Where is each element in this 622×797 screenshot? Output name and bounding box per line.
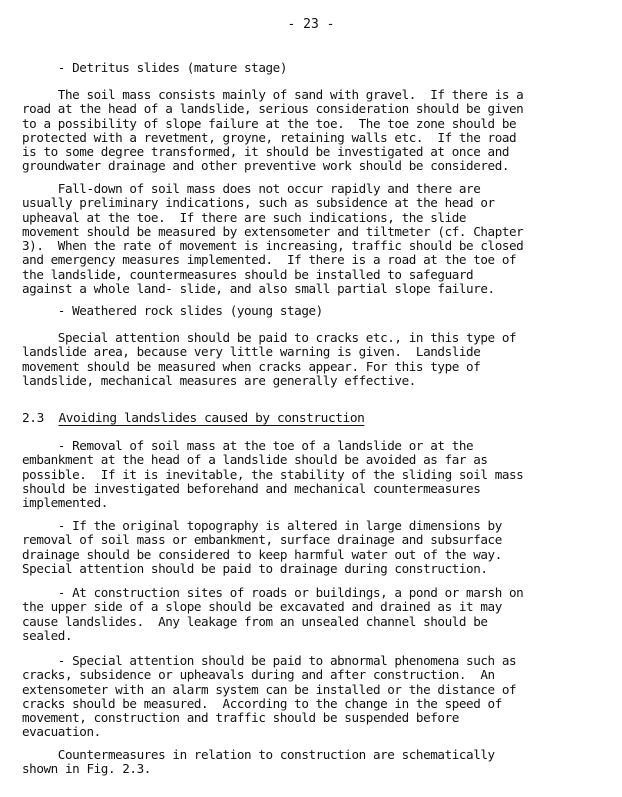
text-line: Fall-down of soil mass does not occur rapidly and there are xyxy=(22,181,481,196)
paragraph-removal-of-soil xyxy=(22,439,607,510)
text-line: cause landslides. Any leakage from an unsealed channel should be xyxy=(22,613,488,629)
paragraph-detritus-description xyxy=(22,88,607,174)
text-line: upheaval at the toe. If there are such indications, the slide xyxy=(22,209,467,225)
text-line: road at the head of a landslide, serious consideration should be given xyxy=(22,101,524,117)
text-line: against a whole land- slide, and also small partial slope failure. xyxy=(22,281,495,297)
text-line: cracks should be measured. According to the change in the speed of xyxy=(22,695,502,711)
text-line: the upper side of a slope should be excavated and drained as it may xyxy=(22,599,502,615)
section-number: 2.3 xyxy=(22,411,44,426)
text-line: - Detritus slides (mature stage) xyxy=(22,60,287,75)
subheading-weathered-rock-slides xyxy=(22,304,607,318)
section-heading xyxy=(22,412,364,426)
text-line: possible. If it is inevitable, the stability of the sliding soil mass xyxy=(22,466,524,482)
text-line: is to some degree transformed, it should be investigated at once and xyxy=(22,144,510,160)
text-line: the landslide, countermeasures should be installed to safeguard xyxy=(22,266,474,282)
text-line: should be investigated beforehand and mechanical countermeasures xyxy=(22,480,481,496)
text-line: sealed. xyxy=(22,627,73,643)
text-line: shown in Fig. 2.3. xyxy=(22,761,151,777)
text-line: movement should be measured by extensometer and tiltmeter (cf. Chapter xyxy=(22,223,524,239)
text-line: - If the original topography is altered in large dimensions by xyxy=(22,518,502,533)
text-line: embankment at the head of a landslide should be avoided as far as xyxy=(22,452,488,468)
subheading-detritus-slides xyxy=(22,61,607,75)
text-line: cracks, subsidence or upheavals during and after construction. An xyxy=(22,667,495,683)
paragraph-weathered-rock xyxy=(22,331,607,388)
text-line: removal of soil mass or embankment, surface drainage and subsurface xyxy=(22,532,502,548)
paragraph-abnormal-phenomena xyxy=(22,654,607,740)
section-title: Avoiding landslides caused by construction xyxy=(58,411,365,426)
text-line: movement should be measured when cracks appear. For this type of xyxy=(22,358,481,374)
text-line: extensometer with an alarm system can be installed or the distance of xyxy=(22,681,517,697)
text-line: to a possibility of slope failure at the toe. The toe zone should be xyxy=(22,115,517,131)
text-line: drainage should be considered to keep harmful water out of the way. xyxy=(22,546,502,562)
text-line: - At construction sites of roads or buildings, a pond or marsh on xyxy=(22,585,524,600)
text-line: protected with a revetment, groyne, retaining walls etc. If the road xyxy=(22,129,517,145)
text-line: - Special attention should be paid to abnormal phenomena such as xyxy=(22,653,517,668)
text-line: Special attention should be paid to cracks etc., in this type of xyxy=(22,330,517,345)
paragraph-countermeasures xyxy=(22,748,607,777)
text-line: implemented. xyxy=(22,495,108,511)
text-line: usually preliminary indications, such as subsidence at the head or xyxy=(22,195,495,211)
text-line: Special attention should be paid to drainage during construction. xyxy=(22,560,488,576)
text-line: 3). When the rate of movement is increasing, traffic should be closed xyxy=(22,238,524,254)
text-line: The soil mass consists mainly of sand with gravel. If there is a xyxy=(22,87,524,102)
text-line: - Removal of soil mass at the toe of a landslide or at the xyxy=(22,438,474,453)
text-line: - Weathered rock slides (young stage) xyxy=(22,303,323,318)
paragraph-construction-sites xyxy=(22,586,607,643)
text-line: movement, construction and traffic should be suspended before xyxy=(22,710,459,726)
text-line: landslide area, because very little warning is given. Landslide xyxy=(22,344,481,360)
page-number: - 23 - xyxy=(287,17,335,32)
text-line: evacuation. xyxy=(22,724,101,740)
text-line: groundwater drainage and other preventive work should be considered. xyxy=(22,158,510,174)
text-line: Countermeasures in relation to construction are schematically xyxy=(22,747,495,762)
paragraph-topography xyxy=(22,519,607,576)
text-line: landslide, mechanical measures are generally effective. xyxy=(22,372,416,388)
text-line: and emergency measures implemented. If there is a road at the toe of xyxy=(22,252,517,268)
paragraph-fall-down xyxy=(22,182,607,296)
